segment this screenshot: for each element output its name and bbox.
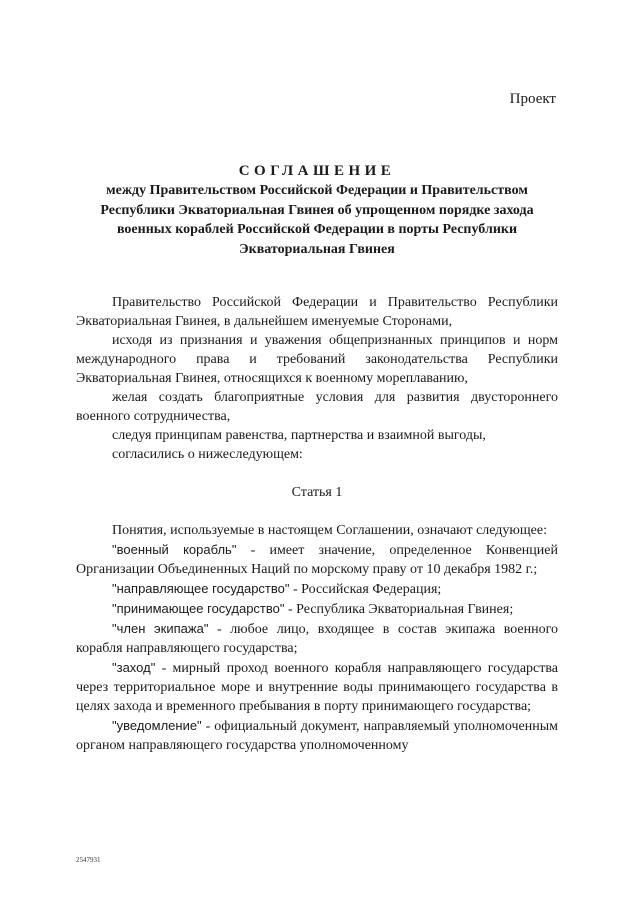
preamble-paragraph: Правительство Российской Федерации и Правительство Республики Экваториальная Гвинея, в дальнейшем именуемые Сторонами,	[76, 295, 558, 329]
definition-text: - Республика Экваториальная Гвинея;	[284, 602, 514, 617]
preamble-paragraph: исходя из признания и уважения общепризнанных принципов и норм международного права и требований законодательства Республики Экваториальная Гвинея, относящихся к военному мореплаванию,	[76, 333, 558, 386]
definition-item	[76, 716, 558, 755]
document-title: СОГЛАШЕНИЕ	[238, 163, 396, 179]
definition-term: "направляющее государство"	[112, 581, 290, 596]
definition-term: "член экипажа"	[112, 621, 209, 636]
definition-term: "уведомление"	[112, 718, 202, 733]
definition-term: "военный корабль"	[112, 542, 237, 557]
preamble-paragraph: следуя принципам равенства, партнерства и взаимной выгоды,	[112, 428, 486, 443]
definition-text: - имеет значение, определенное Конвенцией Организации Объединенных Наций по морскому праву от 10 декабря 1982 г.;	[76, 543, 558, 577]
definition-text: - любое лицо, входящее в состав экипажа военного корабля направляющего государства;	[76, 622, 559, 656]
preamble-paragraph: желая создать благоприятные условия для развития двустороннего военного сотрудничества,	[76, 390, 558, 424]
document-subtitle: между Правительством Российской Федерации и Правительством Республики Экваториальная Гвинея об упрощенном порядке захода военных кораблей Российской Федерации в порты Республики Экваториальная Гвинея	[100, 183, 534, 257]
preamble-paragraph: согласились о нижеследующем:	[112, 447, 303, 462]
definition-text: - официальный документ, направляемый уполномоченным органом направляющего государства уполномоченному	[76, 719, 558, 753]
article-heading: Статья 1	[291, 485, 343, 500]
definition-term: "заход"	[112, 660, 156, 675]
definition-item	[76, 540, 558, 579]
definition-term: "принимающее государство"	[112, 601, 285, 616]
definition-text: - Российская Федерация;	[289, 582, 442, 597]
article-intro: Понятия, используемые в настоящем Соглашении, означают следующее:	[112, 523, 547, 538]
document-code: 2547931	[76, 856, 101, 864]
definition-item	[76, 658, 558, 716]
document-body	[76, 293, 558, 755]
project-label: Проект	[509, 91, 556, 107]
definition-item	[76, 579, 558, 599]
definition-item	[76, 599, 558, 619]
definition-text: - мирный проход военного корабля направляющего государства через территориальное море и внутренние воды принимающего государства в целях захода и временного пребывания в порту принимающего государства;	[76, 661, 558, 714]
definition-item	[76, 619, 558, 658]
